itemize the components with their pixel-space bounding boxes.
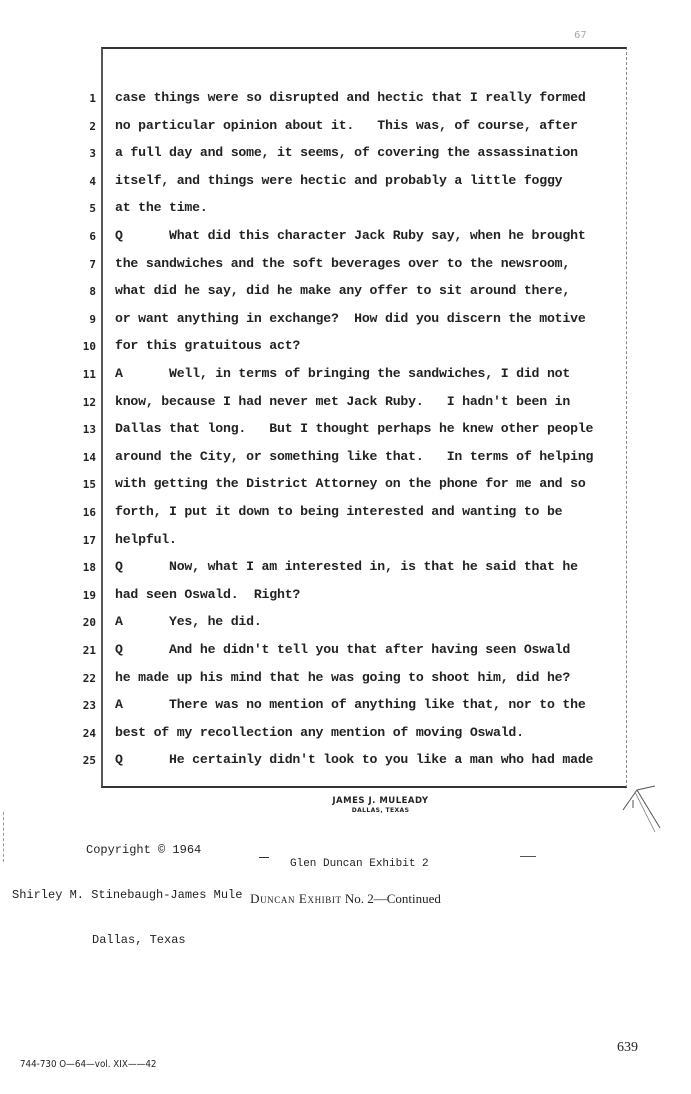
page-corner-mark: 67	[574, 30, 587, 41]
transcript-line: A There was no mention of anything like that, nor to the	[115, 697, 586, 713]
copyright-holders: Shirley M. Stinebaugh-James Mule	[12, 888, 243, 902]
transcript-line: A Yes, he did.	[115, 614, 262, 630]
transcript-line: Q Now, what I am interested in, is that he said that he	[115, 559, 578, 575]
transcript-line: at the time.	[115, 200, 208, 216]
line-number: 24	[82, 726, 96, 740]
transcript-line: forth, I put it down to being interested and wanting to be	[115, 504, 563, 519]
transcript-line: with getting the District Attorney on the phone for me and so	[115, 476, 586, 492]
transcript-line: A Well, in terms of bringing the sandwiches, I did not	[115, 366, 571, 381]
line-number: 18	[82, 561, 96, 575]
line-number: 12	[82, 395, 96, 409]
transcript-line: Q What did this character Jack Ruby say, when he brought	[115, 228, 586, 243]
line-number: 22	[82, 671, 96, 685]
line-number: 7	[89, 257, 96, 271]
copyright-line: Copyright © 1964	[86, 843, 202, 857]
line-number: 9	[89, 312, 96, 326]
line-number: 6	[89, 230, 96, 243]
line-number: 2	[89, 119, 96, 133]
transcript-line: or want anything in exchange? How did you discern the motive	[115, 310, 586, 326]
transcript-line: Q And he didn't tell you that after having seen Oswald	[115, 642, 571, 657]
page-number: 639	[617, 1040, 638, 1055]
transcript-line: he made up his mind that he was going to shoot him, did he?	[115, 669, 571, 685]
transcript-line: for this gratuitous act?	[115, 338, 301, 354]
line-number: 14	[82, 450, 96, 464]
line-number: 19	[82, 588, 96, 602]
separator-dash	[259, 857, 269, 858]
transcript-line: no particular opinion about it. This was, of course, after	[115, 117, 578, 133]
line-number: 8	[89, 285, 96, 299]
reporter-city: DALLAS, TEXAS	[351, 807, 410, 814]
line-number: 5	[89, 202, 96, 216]
court-reporter-stamp	[0, 796, 691, 814]
line-number: 10	[82, 340, 96, 354]
margin-mark	[3, 812, 5, 862]
transcript-line: helpful.	[115, 531, 177, 547]
transcript-line: case things were so disrupted and hectic that I really formed	[115, 90, 586, 105]
transcript-line: Q He certainly didn't look to you like a man who had made	[115, 752, 594, 768]
transcript-line: know, because I had never met Jack Ruby. I hadn't been in	[115, 393, 571, 409]
line-number: 11	[82, 368, 96, 381]
copyright-city: Dallas, Texas	[92, 933, 186, 947]
line-number: 23	[82, 699, 96, 713]
reporter-name: JAMES J. MULEADY	[332, 796, 429, 806]
line-number: 20	[82, 616, 96, 630]
line-number: 25	[82, 754, 96, 768]
transcript-line: around the City, or something like that. In terms of helping	[115, 448, 594, 464]
line-number: 21	[82, 644, 96, 657]
print-code: 744-730 O—64—vol. XIX——42	[20, 1059, 157, 1070]
copyright-block	[12, 814, 243, 963]
exhibit-caption-name: Duncan Exhibit	[250, 891, 342, 906]
exhibit-label: Glen Duncan Exhibit 2	[290, 858, 429, 870]
line-number: 15	[82, 478, 96, 492]
line-number: 3	[89, 147, 96, 161]
transcript-line: had seen Oswald. Right?	[115, 586, 301, 602]
line-number: 4	[89, 174, 96, 188]
line-number: 16	[82, 506, 96, 519]
transcript-line: a full day and some, it seems, of covering the assassination	[115, 145, 578, 161]
line-number: 17	[82, 533, 96, 547]
exhibit-caption	[0, 891, 691, 907]
transcript-line: Dallas that long. But I thought perhaps he knew other people	[115, 421, 594, 437]
transcript-line: best of my recollection any mention of moving Oswald.	[115, 724, 524, 740]
transcript-line: the sandwiches and the soft beverages over to the newsroom,	[115, 255, 571, 271]
transcript-line: what did he say, did he make any offer to sit around there,	[115, 283, 571, 299]
transcript-line: itself, and things were hectic and probably a little foggy	[115, 172, 563, 188]
exhibit-caption-number: No. 2—Continued	[341, 891, 441, 906]
line-number: 1	[89, 92, 96, 105]
separator-dash	[520, 856, 536, 857]
line-number: 13	[82, 423, 96, 437]
